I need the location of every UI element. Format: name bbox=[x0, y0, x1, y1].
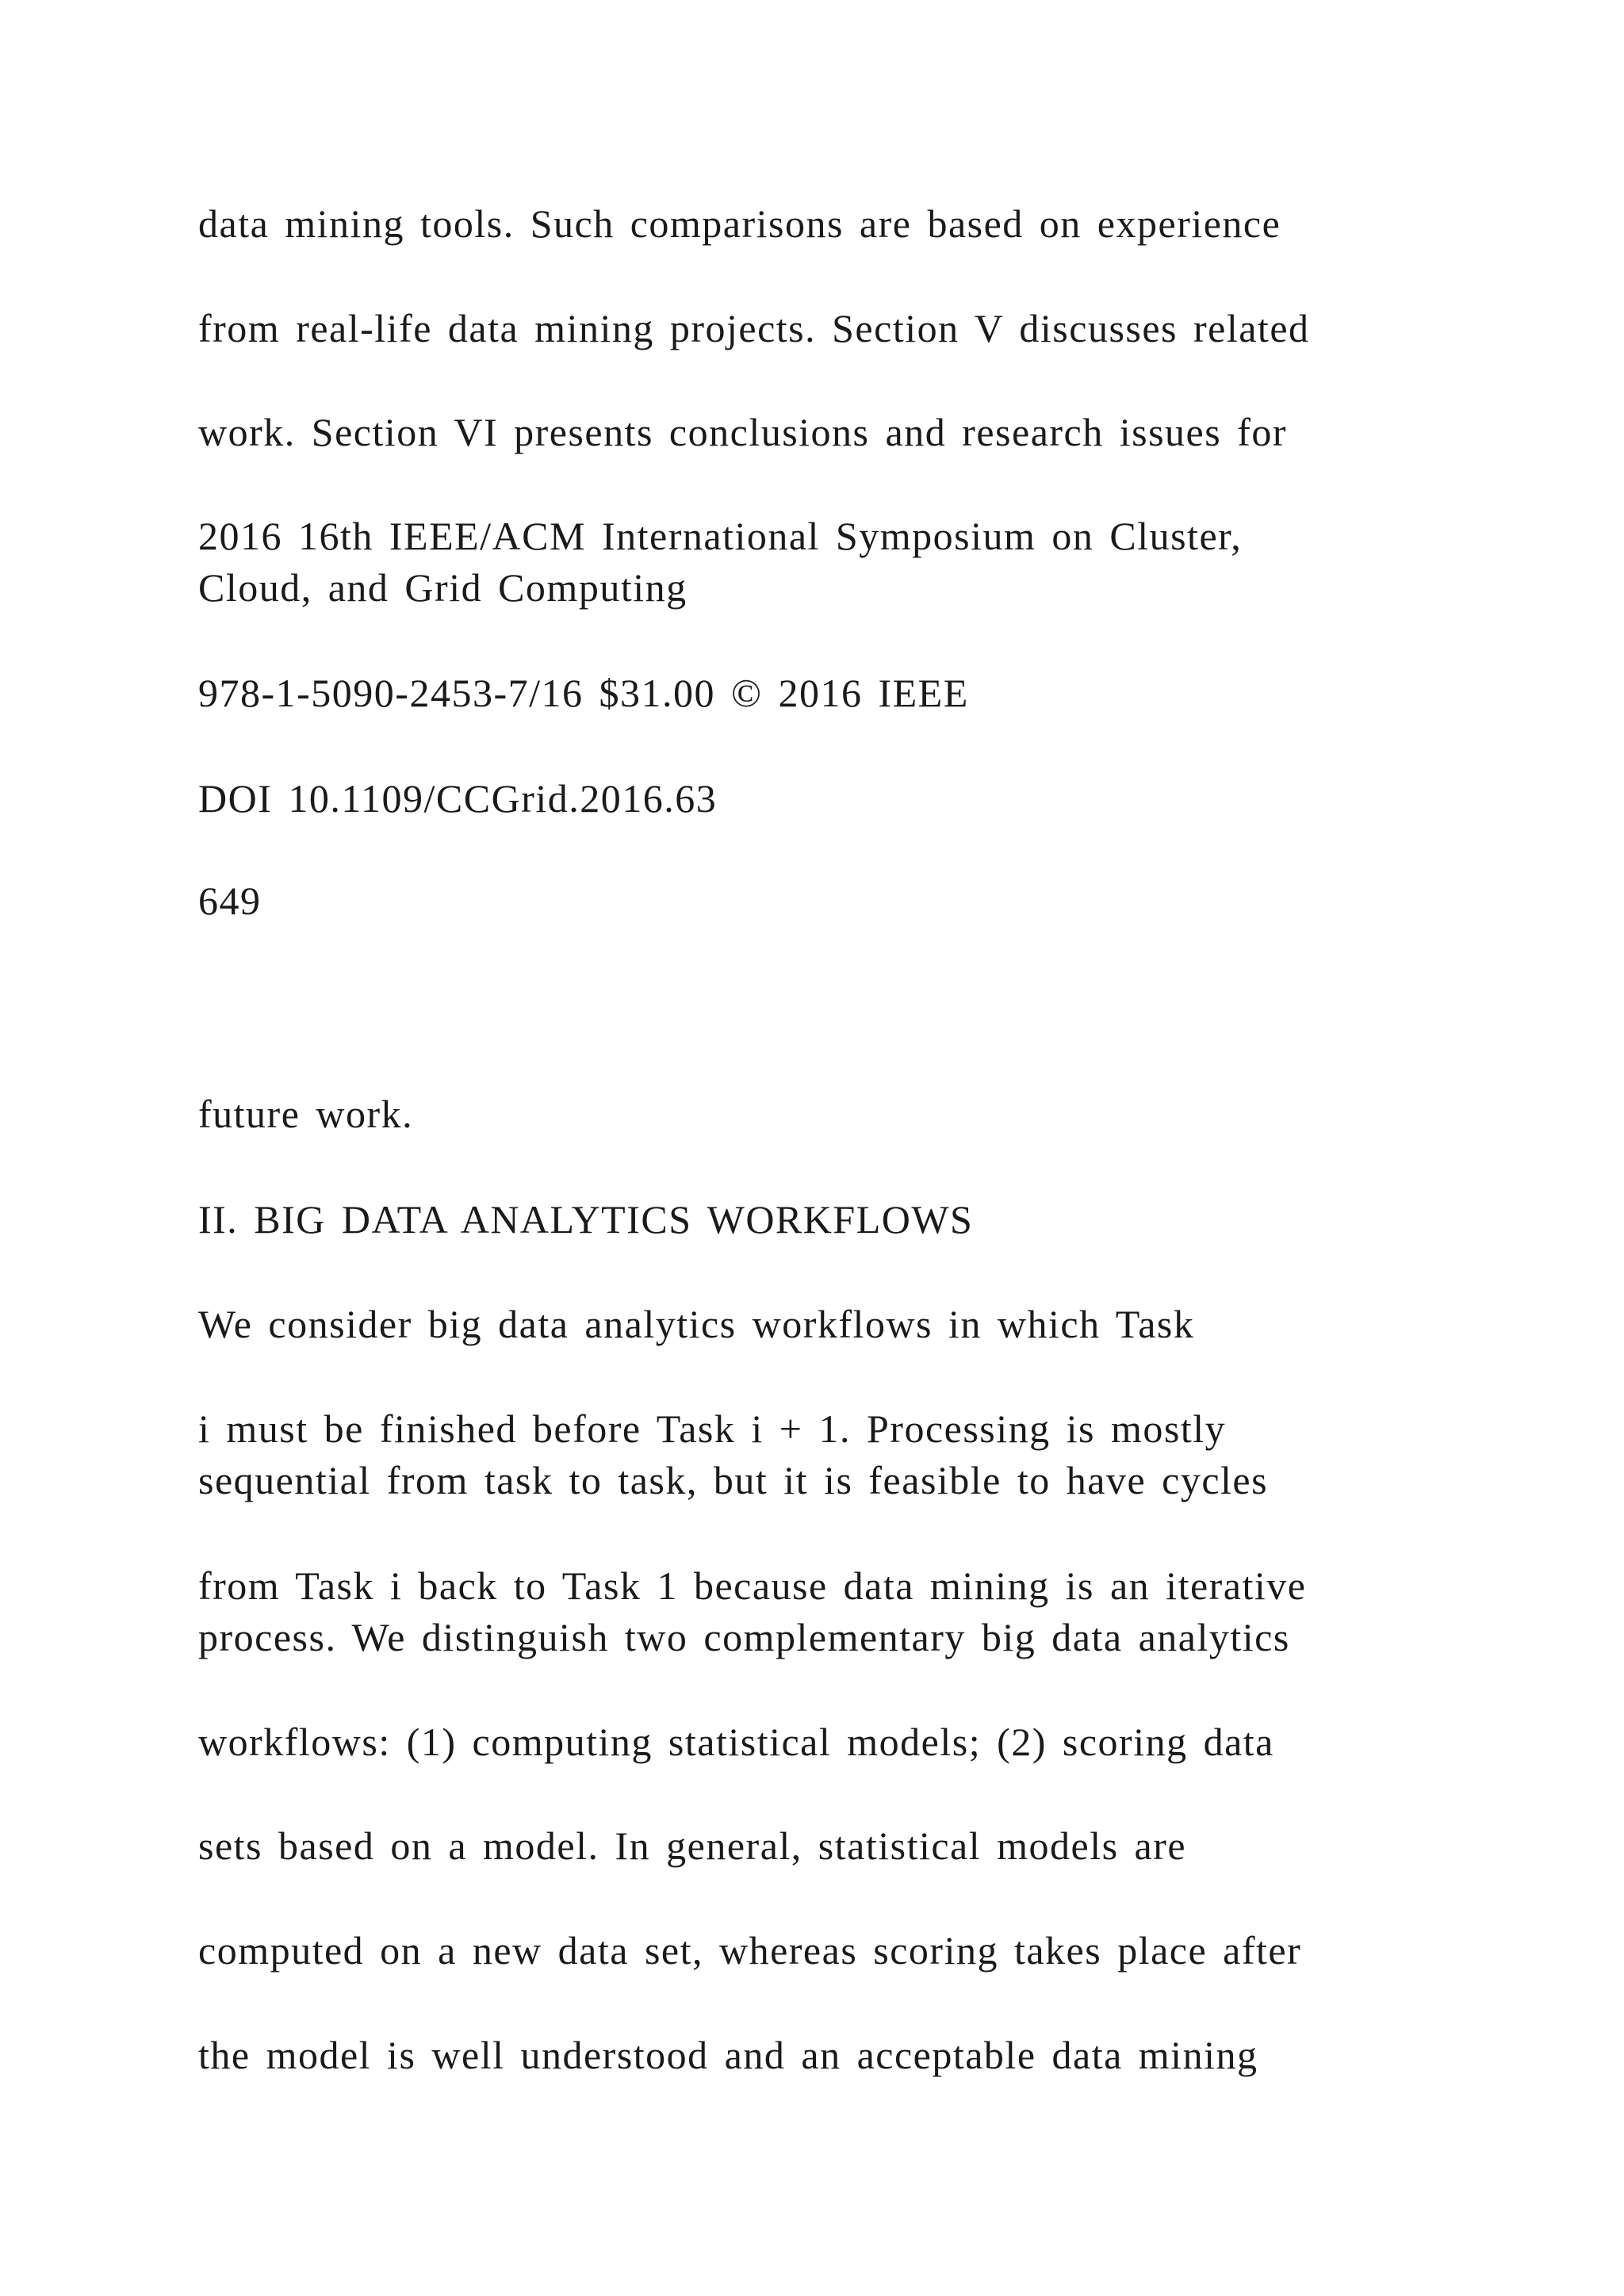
body-text-line: workflows: (1) computing statistical models; (2) scoring data bbox=[198, 1720, 1274, 1764]
body-text-line: data mining tools. Such comparisons are based on experience bbox=[198, 201, 1281, 246]
body-text-line: i must be finished before Task i + 1. Processing is mostly bbox=[198, 1406, 1227, 1451]
body-text-line: sets based on a model. In general, statistical models are bbox=[198, 1823, 1187, 1868]
body-text-line: from Task i back to Task 1 because data mining is an iterative bbox=[198, 1563, 1307, 1608]
isbn-copyright-line: 978-1-5090-2453-7/16 $31.00 © 2016 IEEE bbox=[198, 671, 969, 715]
body-text-line: sequential from task to task, but it is feasible to have cycles bbox=[198, 1458, 1269, 1502]
doi-line: DOI 10.1109/CCGrid.2016.63 bbox=[198, 776, 718, 821]
section-heading: II. BIG DATA ANALYTICS WORKFLOWS bbox=[198, 1197, 974, 1242]
body-text-line: from real-life data mining projects. Section V discusses related bbox=[198, 306, 1310, 350]
body-text-line: computed on a new data set, whereas scoring takes place after bbox=[198, 1928, 1302, 1973]
body-text-line: We consider big data analytics workflows in which Task bbox=[198, 1302, 1195, 1346]
body-text-line: work. Section VI presents conclusions and research issues for bbox=[198, 410, 1287, 454]
conference-name-line: Cloud, and Grid Computing bbox=[198, 565, 688, 610]
page-number: 649 bbox=[198, 878, 262, 923]
body-text-line: process. We distinguish two complementary big data analytics bbox=[198, 1615, 1290, 1659]
body-text-line: the model is well understood and an acceptable data mining bbox=[198, 2033, 1258, 2077]
body-text-line: future work. bbox=[198, 1092, 414, 1136]
conference-name-line: 2016 16th IEEE/ACM International Symposium on Cluster, bbox=[198, 514, 1243, 558]
